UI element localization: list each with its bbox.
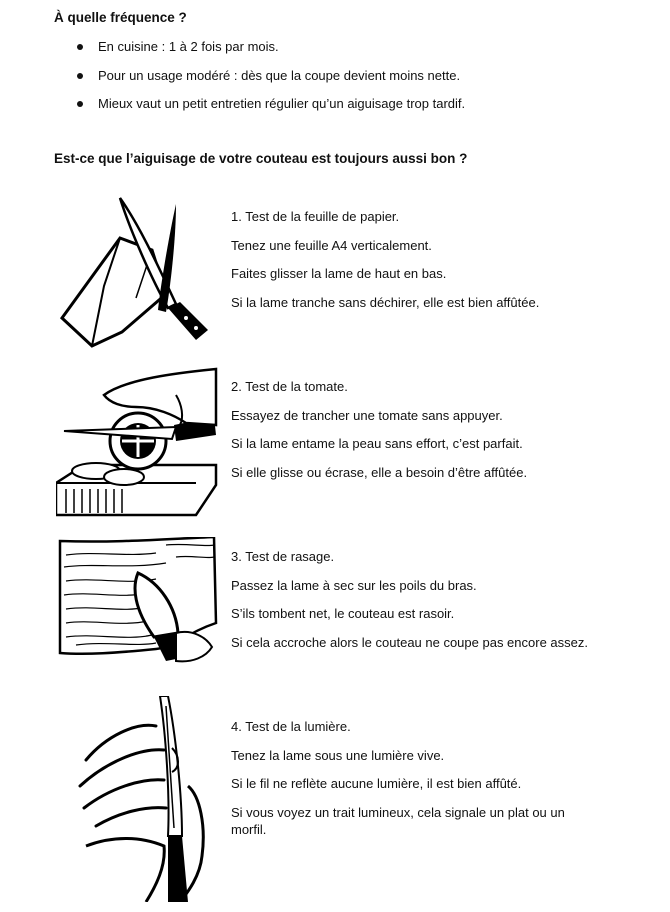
test-light — [231, 718, 611, 850]
test-line: Si le fil ne reflète aucune lumière, il est bien affûté. — [231, 776, 522, 791]
test-title: 4. Test de la lumière. — [231, 719, 351, 734]
test-tomato — [231, 378, 611, 492]
test-line: Tenez une feuille A4 verticalement. — [231, 237, 432, 253]
test-line: S’ils tombent net, le couteau est rasoir. — [231, 606, 455, 621]
test-title: 2. Test de la tomate. — [231, 379, 348, 394]
test-line: Si vous voyez un trait lumineux, cela signale un plat ou un morfil. — [231, 804, 565, 837]
test-line: Essayez de trancher une tomate sans appuyer. — [231, 407, 503, 423]
test-line: Tenez la lame sous une lumière vive. — [231, 747, 445, 763]
knife-shaving-icon — [56, 537, 218, 667]
tests-heading: Est-ce que l’aiguisage de votre couteau est toujours aussi bon ? — [54, 151, 468, 166]
frequency-list — [54, 38, 465, 124]
frequency-item: Mieux vaut un petit entretien régulier qu’un aiguisage trop tardif. — [54, 95, 465, 124]
test-line: Passez la lame à sec sur les poils du bras. — [231, 577, 477, 593]
test-line: Si elle glisse ou écrase, elle a besoin d’être affûtée. — [231, 464, 528, 480]
test-shaving — [231, 548, 611, 662]
test-paper — [231, 208, 611, 322]
frequency-item: En cuisine : 1 à 2 fois par mois. — [54, 38, 465, 67]
test-line: Si cela accroche alors le couteau ne coupe pas encore assez. — [231, 634, 588, 650]
test-line: Faites glisser la lame de haut en bas. — [231, 266, 447, 281]
frequency-item: Pour un usage modéré : dès que la coupe devient moins nette. — [54, 67, 465, 96]
test-title: 1. Test de la feuille de papier. — [231, 209, 400, 224]
knife-tomato-icon — [56, 365, 218, 525]
test-line: Si la lame entame la peau sans effort, c’est parfait. — [231, 436, 523, 451]
frequency-heading: À quelle fréquence ? — [54, 10, 187, 25]
knife-light-icon — [56, 696, 218, 902]
test-line: Si la lame tranche sans déchirer, elle est bien affûtée. — [231, 294, 540, 310]
knife-paper-icon — [56, 190, 218, 350]
test-title: 3. Test de rasage. — [231, 549, 335, 564]
